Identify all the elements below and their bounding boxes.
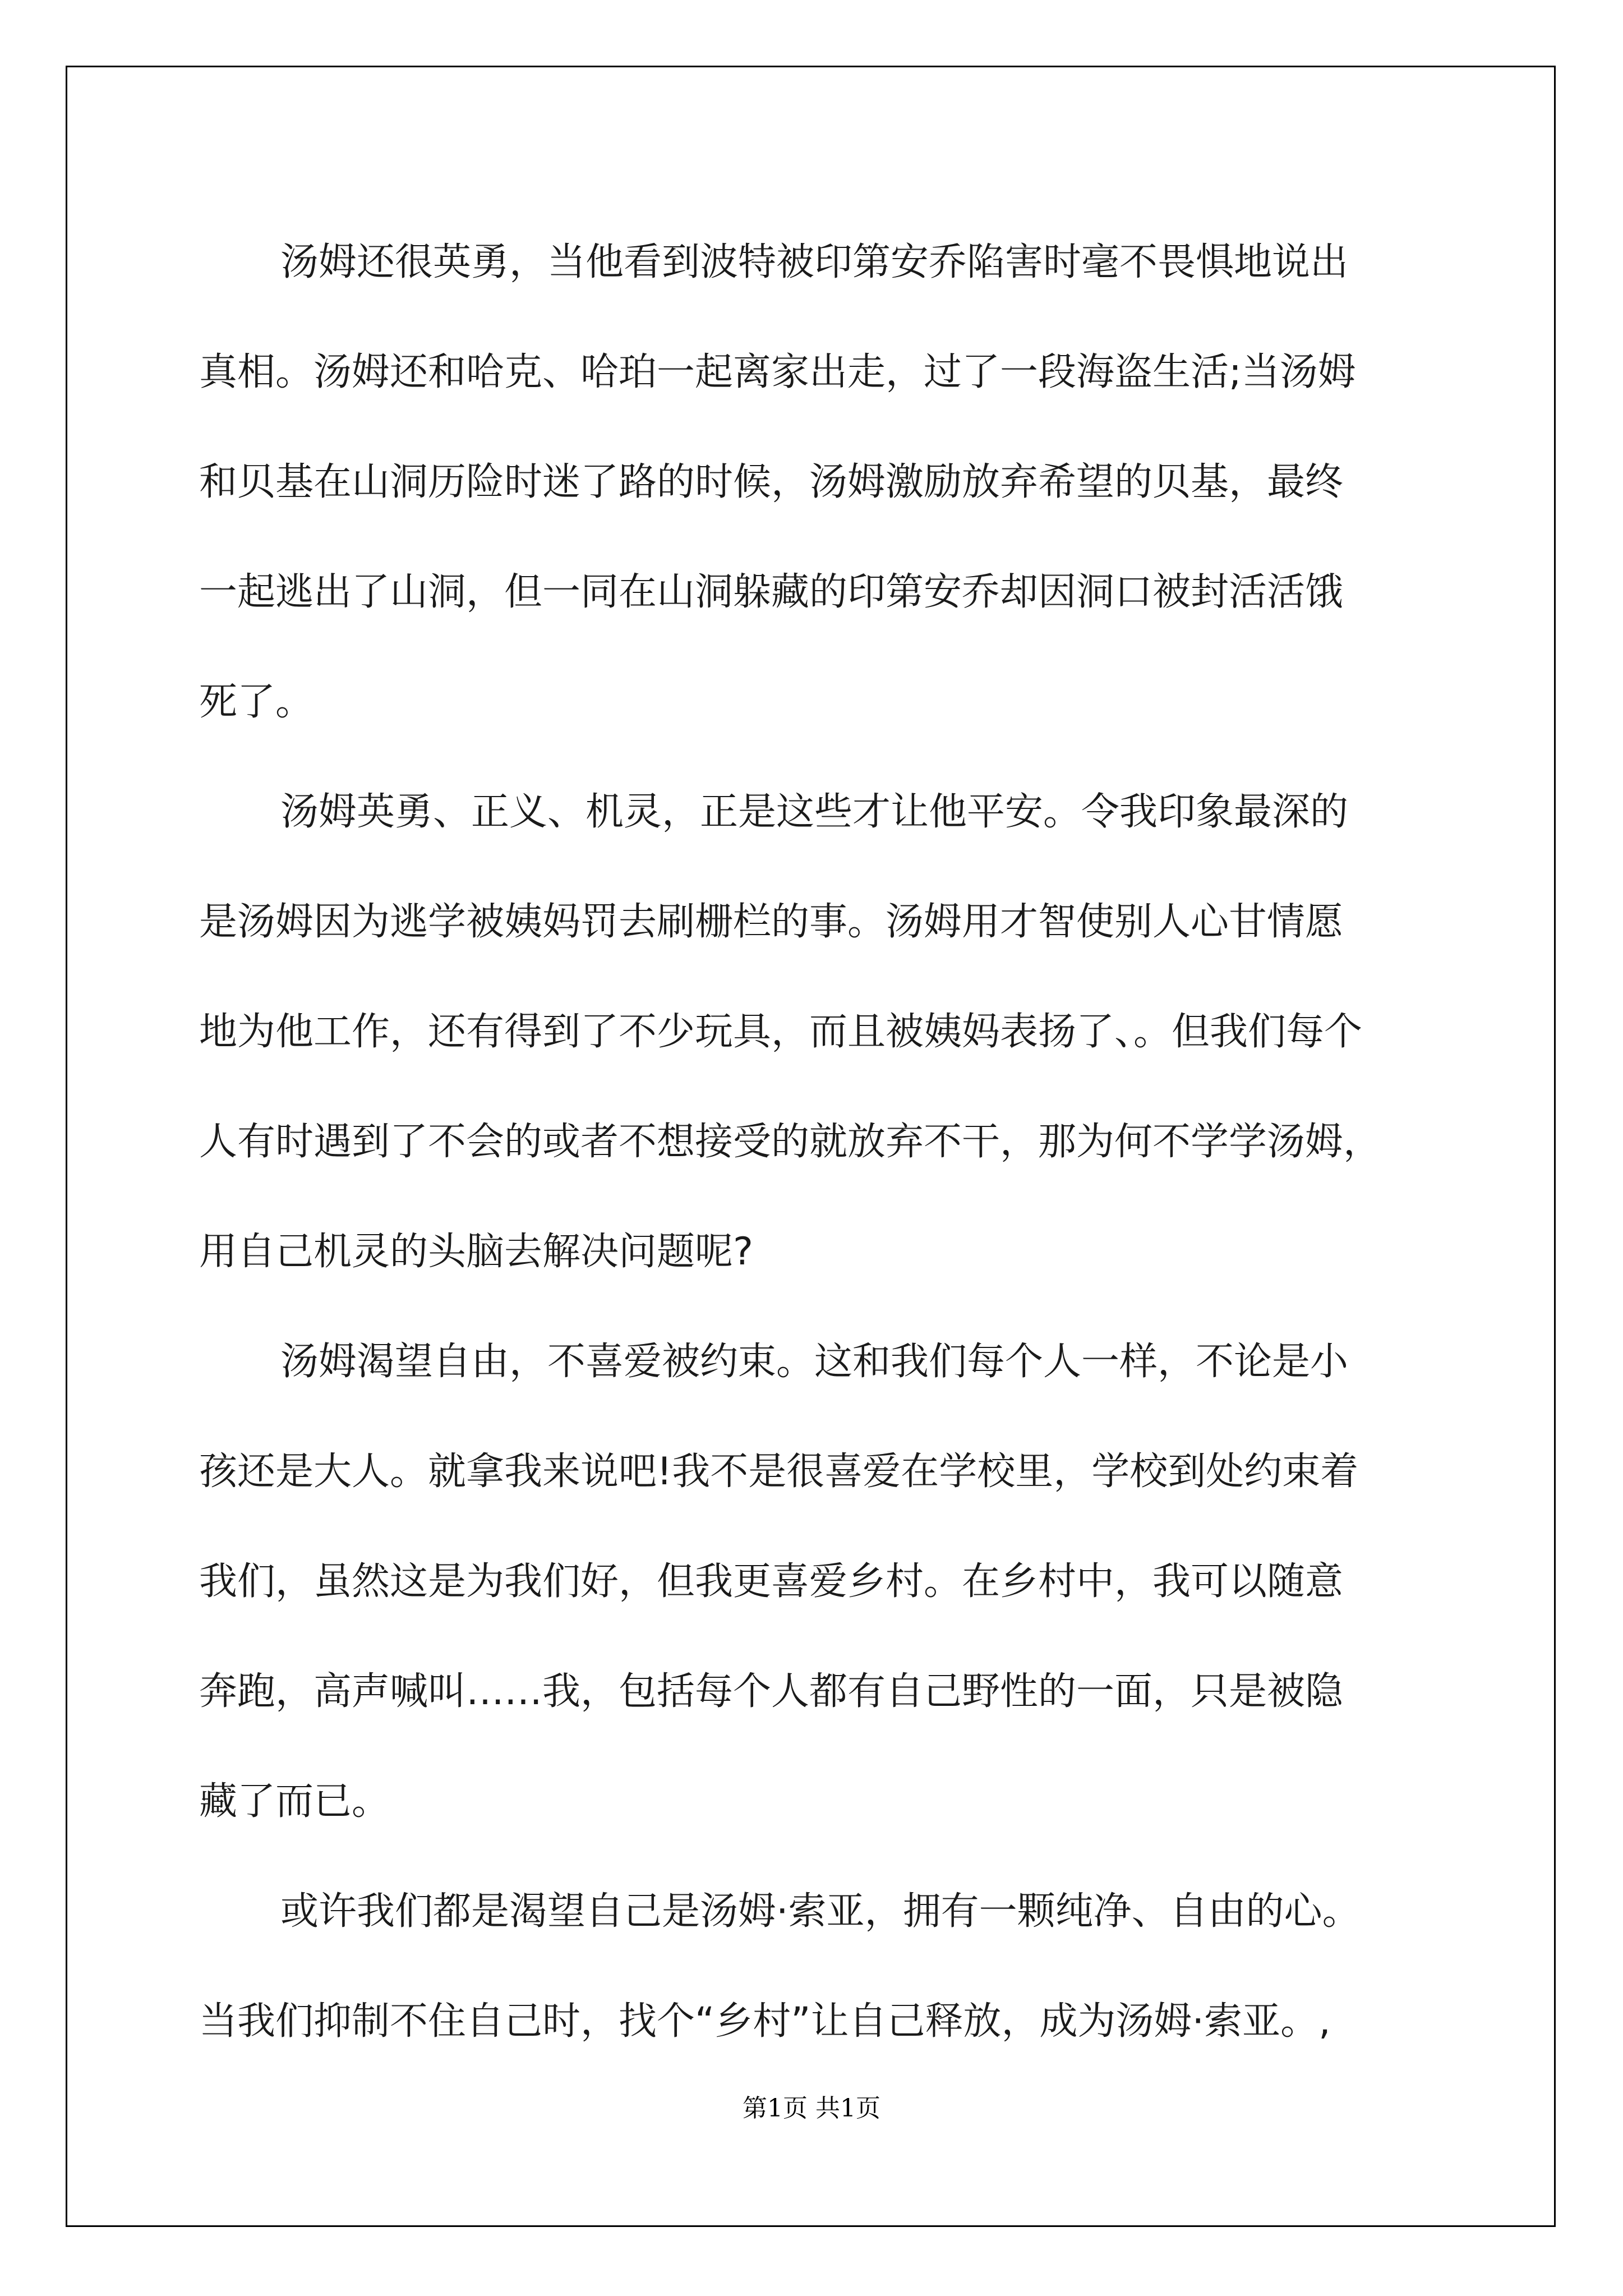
paragraph-3-line-3: 我们，虽然这是为我们好，但我更喜爱乡村。在乡村中，我可以随意	[199, 1559, 1344, 1604]
paragraph-1-line-2: 真相。汤姆还和哈克、哈珀一起离家出走，过了一段海盗生活;当汤姆	[199, 350, 1356, 394]
paragraph-1-line-3: 和贝基在山洞历险时迷了路的时候，汤姆激励放弃希望的贝基，最终	[199, 460, 1344, 504]
paragraph-4-line-2: 当我们抑制不住自己时，找个“乡村”让自己释放，成为汤姆·索亚。,	[199, 1999, 1331, 2044]
paragraph-1-line-5: 死了。	[199, 680, 314, 724]
paragraph-3-line-4: 奔跑，高声喊叫……我，包括每个人都有自己野性的一面，只是被隐	[199, 1669, 1344, 1714]
paragraph-3-line-1: 汤姆渴望自由，不喜爱被约束。这和我们每个人一样，不论是小	[280, 1340, 1349, 1384]
paragraph-1-line-1: 汤姆还很英勇，当他看到波特被印第安乔陷害时毫不畏惧地说出	[280, 240, 1349, 284]
paragraph-2-line-3: 地为他工作，还有得到了不少玩具，而且被姨妈表扬了、。但我们每个	[199, 1010, 1363, 1054]
document-body	[199, 208, 1450, 2077]
paragraph-1-line-4: 一起逃出了山洞，但一同在山洞躲藏的印第安乔却因洞口被封活活饿	[199, 570, 1344, 614]
paragraph-2-line-2: 是汤姆因为逃学被姨妈罚去刷栅栏的事。汤姆用才智使别人心甘情愿	[199, 900, 1344, 944]
paragraph-4-line-1: 或许我们都是渴望自己是汤姆·索亚，拥有一颗纯净、自由的心。	[280, 1889, 1361, 1934]
paragraph-2-line-5: 用自己机灵的头脑去解决问题呢?	[199, 1230, 754, 1274]
paragraph-2-line-4: 人有时遇到了不会的或者不想接受的就放弃不干，那为何不学学汤姆，	[199, 1120, 1382, 1164]
paragraph-3-line-2: 孩还是大人。就拿我来说吧!我不是很喜爱在学校里，学校到处约束着	[199, 1450, 1359, 1494]
paragraph-3-line-5: 藏了而已。	[199, 1779, 390, 1824]
page-footer: 第1页 共1页	[743, 2094, 880, 2123]
paragraph-2-line-1: 汤姆英勇、正义、机灵，正是这些才让他平安。令我印象最深的	[280, 790, 1349, 834]
